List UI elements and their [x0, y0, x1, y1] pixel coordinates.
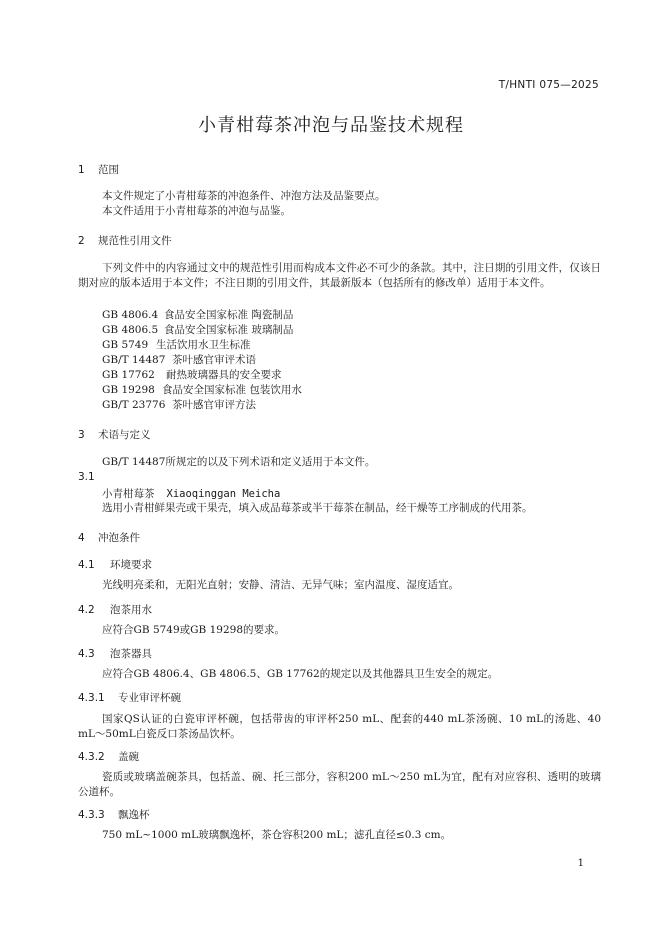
- subsection-title: 专业审评杯碗: [118, 692, 181, 704]
- paragraph: 国家QS认证的白瓷审评杯碗，包括带齿的审评杯250 mL、配套的440 mL茶汤碗、10 mL的汤匙、40 mL～50mL白瓷反口茶汤品饮杯。: [78, 713, 601, 740]
- subsection-number: 4.2: [78, 604, 95, 616]
- section-2-heading: [78, 233, 172, 248]
- subsection-4-3-2-heading: [78, 749, 139, 764]
- reference-item: [102, 322, 293, 337]
- section-3-heading: [78, 427, 151, 442]
- reference-name: 茶叶感官审评术语: [172, 354, 256, 366]
- paragraph: 应符合GB 5749或GB 19298的要求。: [102, 624, 286, 636]
- reference-code: GB 4806.5: [102, 324, 159, 336]
- paragraph: 本文件适用于小青柑莓茶的冲泡与品鉴。: [102, 205, 291, 217]
- section-title: 规范性引用文件: [98, 235, 172, 247]
- paragraph: 本文件规定了小青柑莓茶的冲泡条件、冲泡方法及品鉴要点。: [102, 190, 386, 202]
- document-title: 小青柑莓茶冲泡与品鉴技术规程: [198, 115, 464, 136]
- reference-code: GB 5749: [102, 339, 149, 351]
- subsection-title: 泡茶用水: [110, 604, 152, 616]
- subsection-4-3-1-heading: [78, 690, 181, 705]
- subsection-4-3-heading: [78, 646, 152, 661]
- paragraph: GB/T 14487所规定的以及下列术语和定义适用于本文件。: [102, 456, 376, 468]
- section-title: 范围: [98, 164, 119, 176]
- subsection-number: 4.3.3: [78, 809, 105, 821]
- subsection-number: 4.1: [78, 559, 95, 571]
- paragraph: 光线明亮柔和，无阳光直射；安静、清洁、无异气味；室内温度、湿度适宜。: [102, 579, 459, 591]
- reference-item: [102, 397, 256, 412]
- reference-code: GB/T 14487: [102, 354, 166, 366]
- section-title: 冲泡条件: [98, 532, 140, 544]
- paragraph: 瓷质或玻璃盖碗茶具，包括盖、碗、托三部分，容积200 mL～250 mL为宜，配有对应容积、透明的玻璃公道杯。: [78, 771, 601, 798]
- paragraph: 应符合GB 4806.4、GB 4806.5、GB 17762的规定以及其他器具卫生安全的规定。: [102, 668, 499, 680]
- reference-name: 食品安全国家标准 包装饮用水: [162, 384, 302, 396]
- subsection-4-3-3-heading: [78, 807, 150, 822]
- subsection-number: 3.1: [78, 471, 95, 483]
- reference-name: 食品安全国家标准 玻璃制品: [164, 324, 294, 336]
- term-english: Xiaoqinggan Meicha: [166, 488, 281, 500]
- section-4-heading: [78, 530, 140, 545]
- reference-name: 食品安全国家标准 陶瓷制品: [164, 309, 294, 321]
- subsection-number: 4.3.1: [78, 692, 105, 704]
- reference-item: [102, 337, 251, 352]
- reference-item: [102, 307, 293, 322]
- reference-item: [102, 382, 302, 397]
- standard-code: T/HNTI 075—2025: [498, 79, 599, 91]
- reference-code: GB 17762: [102, 369, 155, 381]
- paragraph: 下列文件中的内容通过文中的规范性引用而构成本文件必不可少的条款。其中，注日期的引用文件，仅该日期对应的版本适用于本文件；不注日期的引用文件，其最新版本（包括所有的修改单）适用于本文件。: [78, 262, 601, 289]
- section-title: 术语与定义: [98, 429, 151, 441]
- section-number: 4: [78, 532, 85, 544]
- reference-item: [102, 352, 256, 367]
- term-definition: 选用小青柑鲜果壳或干果壳，填入成品莓茶或半干莓茶在制品，经干燥等工序制成的代用茶。: [102, 502, 533, 514]
- subsection-title: 泡茶器具: [110, 648, 152, 660]
- page-number: 1: [577, 858, 584, 869]
- section-number: 3: [78, 429, 85, 441]
- subsection-number: 4.3.2: [78, 751, 105, 763]
- subsection-title: 飘逸杯: [118, 809, 150, 821]
- subsection-4-1-heading: [78, 557, 152, 572]
- subsection-title: 环境要求: [110, 559, 152, 571]
- reference-item: [102, 367, 282, 382]
- reference-name: 茶叶感官审评方法: [172, 399, 256, 411]
- term-chinese: 小青柑莓茶: [102, 488, 155, 500]
- reference-name: 耐热玻璃器具的安全要求: [166, 369, 282, 381]
- section-number: 2: [78, 235, 85, 247]
- term-entry: [102, 486, 280, 501]
- section-1-heading: [78, 162, 119, 177]
- reference-name: 生活饮用水卫生标准: [156, 339, 251, 351]
- reference-code: GB/T 23776: [102, 399, 166, 411]
- reference-code: GB 4806.4: [102, 309, 159, 321]
- paragraph: 750 mL~1000 mL玻璃飘逸杯，茶仓容积200 mL；滤孔直径≤0.3 cm。: [102, 829, 452, 841]
- subsection-title: 盖碗: [118, 751, 139, 763]
- section-number: 1: [78, 164, 85, 176]
- subsection-4-2-heading: [78, 602, 152, 617]
- reference-code: GB 19298: [102, 384, 155, 396]
- subsection-number: 4.3: [78, 648, 95, 660]
